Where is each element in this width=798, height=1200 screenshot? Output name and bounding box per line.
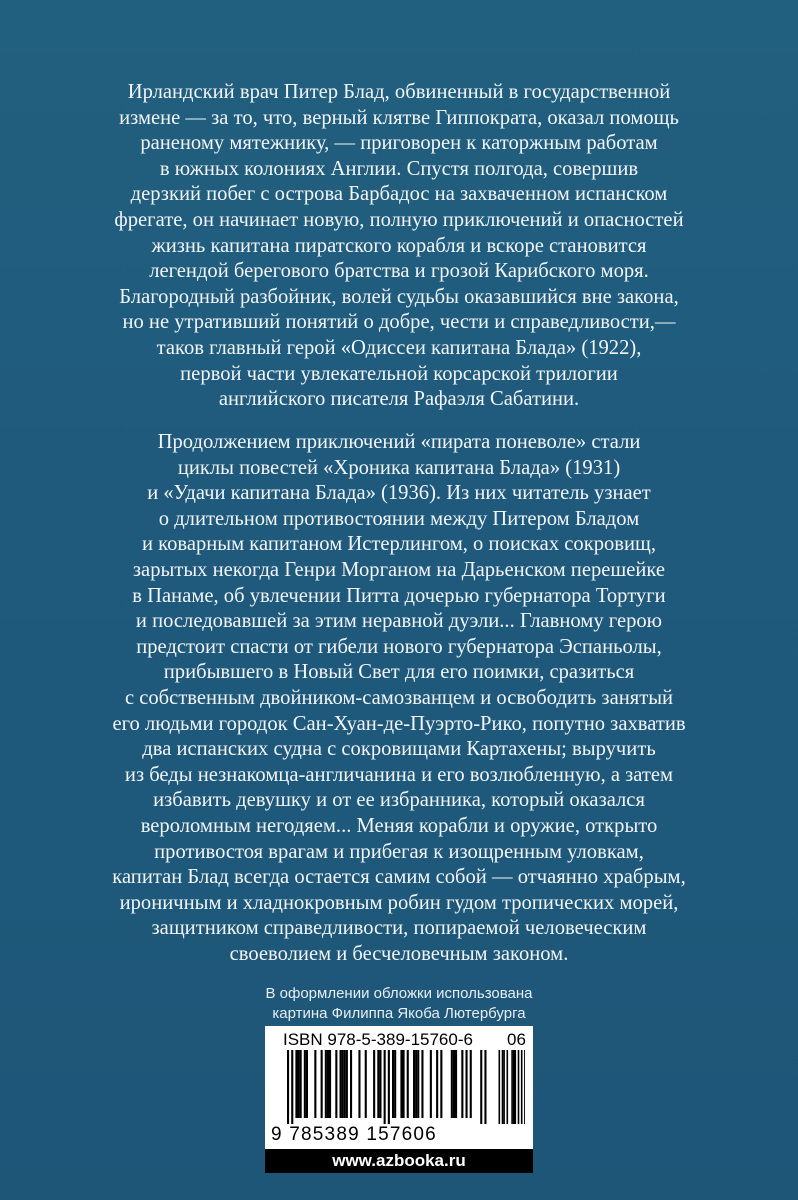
addon-bar: [507, 1050, 509, 1124]
barcode-bar: [470, 1050, 472, 1118]
barcode-bar: [480, 1050, 482, 1124]
credit-line: картина Филиппа Якоба Лютербурга: [272, 1005, 526, 1022]
blurb-line: избавить девушку и от ее избранника, который оказался: [153, 789, 645, 812]
addon-bar: [515, 1050, 517, 1124]
blurb-line: вероломным негодяем... Меняя корабли и оружие, открыто: [140, 814, 658, 837]
barcode-bar: [329, 1050, 331, 1118]
blurb-line: в южных колониях Англии. Спустя полгода, совершив: [159, 157, 639, 180]
barcode-bar: [373, 1050, 375, 1118]
addon-bar: [524, 1050, 525, 1124]
blurb-line: и «Удачи капитана Блада» (1936). Из них читатель узнает: [147, 482, 651, 505]
blurb-line: его людьми городок Сан-Хуан-де-Пуэрто-Рико, попутно захватив: [112, 712, 686, 735]
barcode-bar: [461, 1050, 463, 1118]
barcode-bar: [415, 1050, 417, 1118]
barcode-bar: [342, 1050, 344, 1118]
barcode-bar: [321, 1050, 323, 1118]
blurb-line: прибывшего в Новый Свет для его поимки, сразиться: [163, 661, 635, 684]
publisher-url[interactable]: www.azbooka.ru: [265, 1149, 533, 1173]
addon-bar: [503, 1050, 505, 1124]
blurb-line: два испанских судна с сокровищами Картахены; выручить: [142, 738, 656, 761]
barcode-bar: [358, 1050, 360, 1118]
barcode-bar: [365, 1050, 367, 1118]
blurb-line: Ирландский врач Питер Блад, обвиненный в государственной: [127, 81, 671, 103]
barcode-bar: [295, 1050, 297, 1118]
barcode-bar: [484, 1050, 486, 1124]
blurb-paragraph-1: [60, 80, 738, 413]
blurb-line: предстоит спасти от гибели нового губернатора Эспаньолы,: [136, 635, 662, 658]
barcode-bar: [377, 1050, 379, 1118]
isbn-barcode: [265, 1026, 533, 1149]
blurb-line: жизнь капитана пиратского корабля и вскоре становится: [151, 234, 647, 257]
addon-bar: [499, 1050, 501, 1124]
blurb-line: первой части увлекательной корсарской трилогии: [180, 362, 618, 385]
barcode-bar: [455, 1050, 457, 1118]
blurb-line: в Панаме, об увлечении Питта дочерью губернатора Тортуги: [132, 584, 666, 607]
blurb-line: раненому мятежнику, — приговорен к каторжным работам: [140, 132, 658, 155]
addon-bar: [521, 1050, 523, 1124]
barcode-bar: [298, 1050, 300, 1118]
addon-bar: [513, 1050, 515, 1124]
isbn-addon-label: 06: [507, 1030, 526, 1049]
barcode-bar: [421, 1050, 423, 1118]
blurb-line: измене — за то, что, верный клятве Гиппократа, оказал помощь: [119, 106, 679, 129]
barcode-bar: [466, 1050, 468, 1118]
blurb-line: с собственным двойником-самозванцем и освободить занятый: [124, 686, 674, 709]
barcode-bar: [392, 1050, 394, 1118]
blurb-line: Благородный разбойник, волей судьбы оказавшийся вне закона,: [119, 285, 679, 308]
barcode-bar: [335, 1050, 337, 1118]
blurb-line: и коварным капитаном Истерлингом, о поисках сокровищ,: [141, 533, 657, 556]
credit-line: В оформлении обложки использована: [265, 985, 533, 1002]
barcode-bar: [388, 1050, 390, 1124]
barcode-bar: [430, 1050, 432, 1118]
barcode-bar: [300, 1050, 302, 1118]
barcode-bar: [453, 1050, 455, 1118]
isbn-label: ISBN 978-5-389-15760-6: [283, 1030, 473, 1049]
barcode-bar: [344, 1050, 346, 1118]
blurb-line: противостоя врагам и прибегая к изощренным уловкам,: [154, 840, 644, 863]
blurb-line: фрегате, он начинает новую, полную приключений и опасностей: [114, 208, 684, 231]
blurb-line: циклы повестей «Хроника капитана Блада» (1931): [177, 456, 621, 479]
barcode-bar: [350, 1050, 352, 1118]
barcode-bar: [440, 1050, 442, 1118]
barcode-bar: [304, 1050, 306, 1118]
blurb-paragraph-2: [60, 430, 738, 967]
blurb-line: о длительном противостоянии между Питером Бладом: [158, 507, 640, 530]
barcode-bars: [273, 1050, 525, 1124]
barcode-bar: [340, 1050, 342, 1118]
blurb-line: из беды незнакомца-англичанина и его возлюбленную, а затем: [124, 763, 674, 786]
barcode-bar: [384, 1050, 386, 1124]
barcode-bar: [346, 1050, 348, 1118]
barcode-bar: [394, 1050, 396, 1118]
barcode-bar: [403, 1050, 405, 1118]
barcode-bar: [407, 1050, 409, 1118]
barcode-bar: [400, 1050, 402, 1118]
barcode-bar: [306, 1050, 308, 1118]
addon-bar: [518, 1050, 520, 1124]
blurb-line: Продолжением приключений «пирата поневоле» стали: [157, 431, 641, 453]
barcode-bar: [327, 1050, 329, 1118]
barcode-bar: [451, 1050, 453, 1118]
blurb-line: таков главный герой «Одиссеи капитана Блада» (1922),: [156, 336, 642, 359]
blurb-line: капитан Блад всегда остается самим собой — отчаянно храбрым,: [112, 866, 686, 889]
barcode-bar: [413, 1050, 415, 1118]
barcode-bar: [379, 1050, 381, 1118]
addon-bar: [511, 1050, 513, 1124]
blurb-line: зарытых некогда Генри Морганом на Дарьенском перешейке: [132, 558, 666, 581]
blurb-line: английского писателя Рафаэля Сабатини.: [218, 388, 580, 411]
barcode-bar: [436, 1050, 438, 1118]
blurb-line: ироничным и хладнокровным робин гудом тропических морей,: [119, 891, 679, 914]
barcode-bar: [325, 1050, 327, 1118]
ean-digits: 9 785389 157606: [271, 1124, 437, 1145]
blurb-line: своеволием и бесчеловечным законом.: [229, 942, 569, 965]
barcode-bar: [314, 1050, 316, 1118]
blurb-line: но не утративший понятий о добре, чести и справедливости,—: [122, 311, 676, 334]
blurb-line: дерзкий побег с острова Барбадос на захваченном испанском: [130, 183, 668, 206]
blurb-line: защитником справедливости, попираемой человеческим: [151, 917, 647, 940]
barcode-bar: [291, 1050, 293, 1124]
addon-bar: [502, 1050, 504, 1124]
barcode-bar: [417, 1050, 419, 1118]
blurb-line: и последовавшей за этим неравной дуэли... Главному герою: [135, 610, 663, 633]
barcode-bar: [287, 1050, 289, 1124]
cover-art-credit: [180, 984, 618, 1024]
blurb-line: легендой берегового братства и грозой Карибского моря.: [149, 260, 649, 283]
